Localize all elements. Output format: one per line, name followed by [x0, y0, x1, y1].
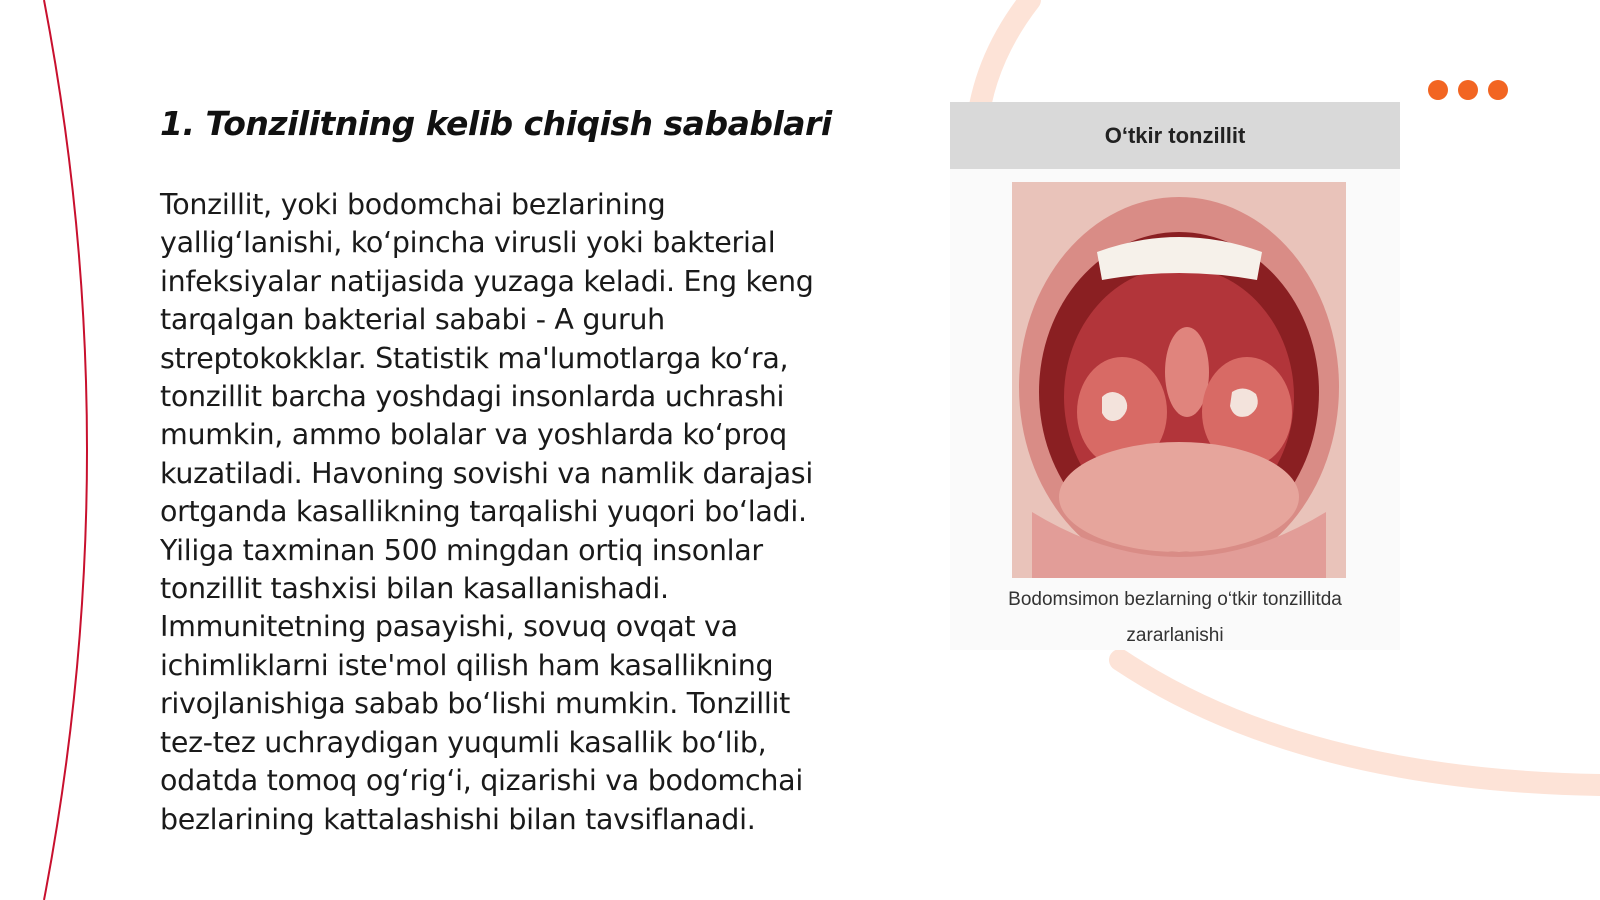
slide-title: 1. Tonzilitning kelib chiqish sabablari	[160, 104, 832, 143]
slide-body-text: Tonzillit, yoki bodomchai bezlarining yallig‘lanishi, ko‘pincha virusli yoki bakterial infeksiyalar natijasida yuzaga keladi. Eng keng tarqalgan bakterial sababi - A guruh streptokokklar. Statistik ma'lumotlarga ko‘ra, tonzillit barcha yoshdagi insonlarda uchrashi mumkin, ammo bolalar va yoshlarda ko‘proq kuzatiladi. Havoning sovishi va namlik darajasi ortganda kasallikning tarqalishi yuqori bo‘ladi. Yiliga taxminan 500 mingdan ortiq insonlar tonzillit tashxisi bilan kasallanishadi. Immunitetning pasayishi, sovuq ovqat va ichimliklarni iste'mol qilish ham kasallikning rivojlanishiga sabab bo‘lishi mumkin. Tonzillit tez-tez uchraydigan yuqumli kasallik bo‘lib, odatda tomoq og‘rig‘i, qizarishi va bodomchai bezlarining kattalashishi bilan tavsiflanadi.	[160, 188, 814, 836]
figure-caption: Bodomsimon bezlarning o‘tkir tonzillitda zararlanishi	[1008, 589, 1342, 646]
dots-decoration	[1428, 80, 1508, 100]
left-curve-decoration	[0, 0, 140, 900]
dot-icon	[1488, 80, 1508, 100]
figure-title: O‘tkir tonzillit	[1104, 122, 1246, 148]
dot-icon	[1428, 80, 1448, 100]
figure-header	[950, 102, 1400, 169]
dot-icon	[1458, 80, 1478, 100]
throat-illustration	[1012, 182, 1346, 578]
figure-card	[950, 102, 1400, 650]
throat-photo	[1012, 182, 1346, 578]
